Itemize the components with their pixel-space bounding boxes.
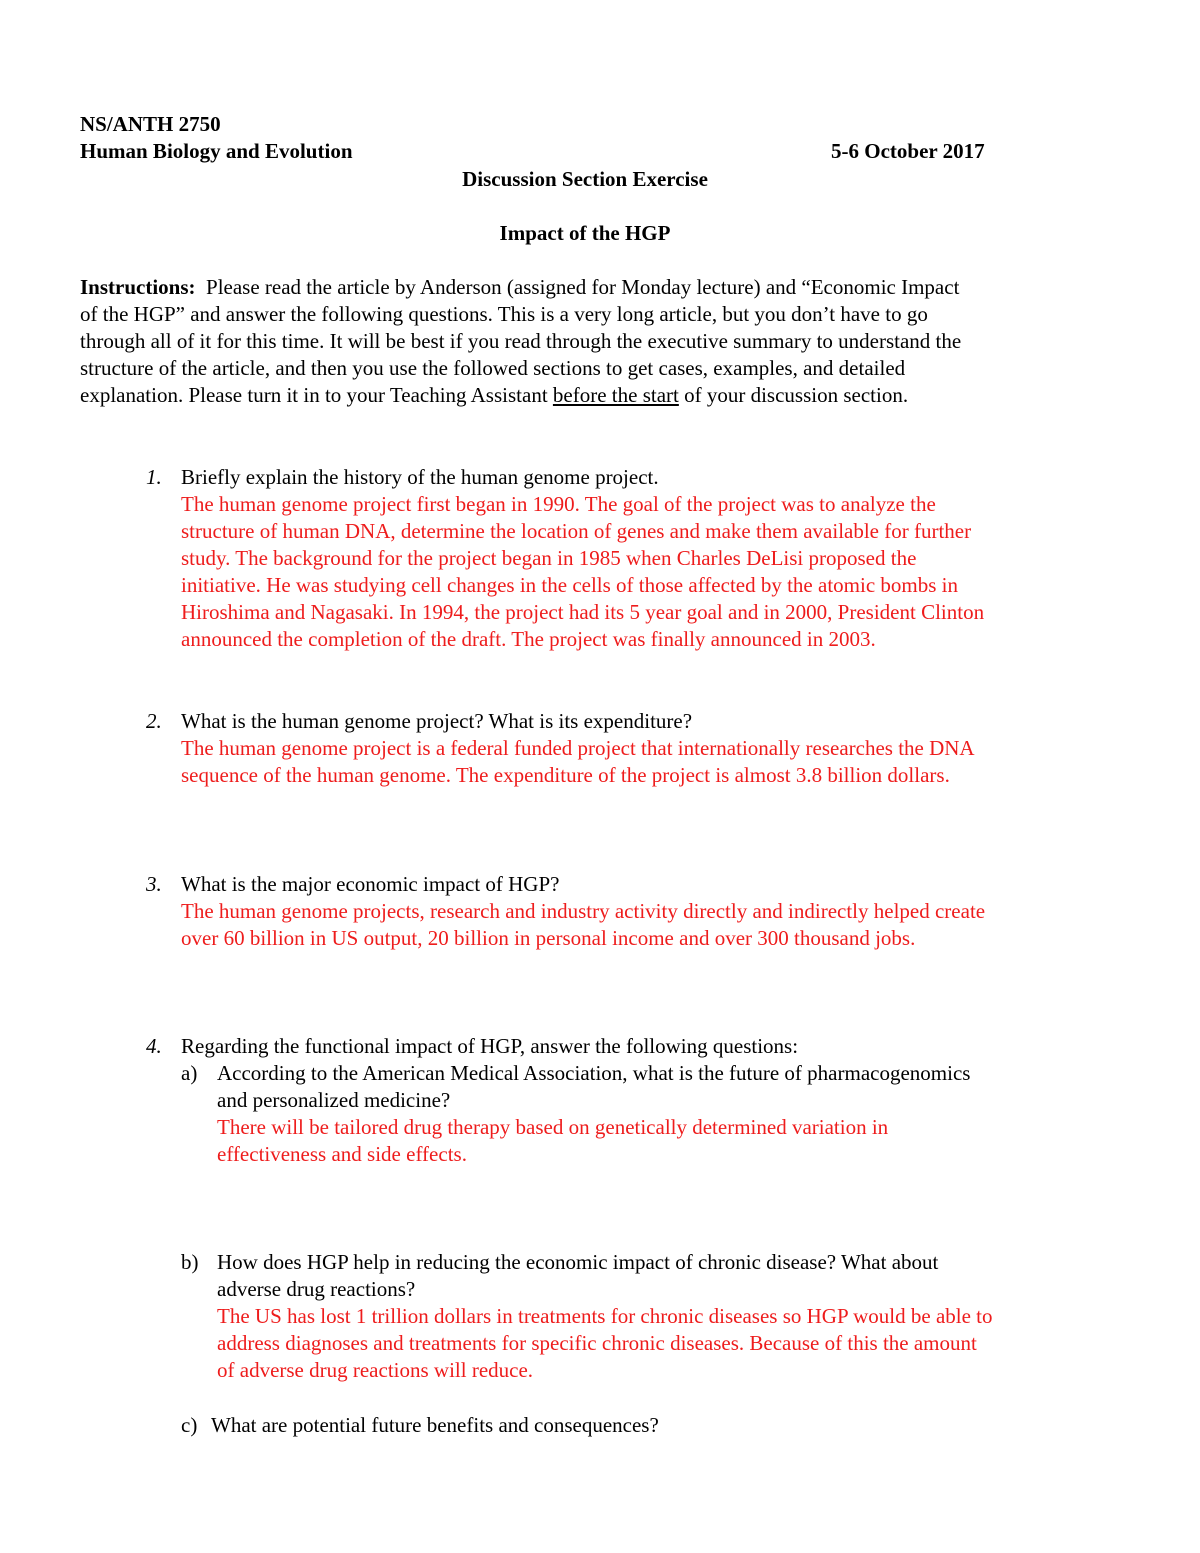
sub-question-text: According to the American Medical Association, what is the future of pharmacogenomics xyxy=(217,1061,971,1085)
answer-line: over 60 billion in US output, 20 billion in personal income and over 300 thousand jobs. xyxy=(181,926,916,950)
question-1 xyxy=(181,464,984,653)
question-number: 3. xyxy=(146,872,162,896)
sub-question-label: b) xyxy=(181,1250,199,1274)
question-number: 1. xyxy=(146,465,162,489)
underlined-deadline: before the start xyxy=(552,383,679,407)
question-number: 2. xyxy=(146,709,162,733)
instructions-line: through all of it for this time. It will be best if you read through the executive summary to understand the xyxy=(80,329,962,353)
sub-question-label: a) xyxy=(181,1061,198,1085)
answer-line: The human genome project is a federal funded project that internationally researches the DNA xyxy=(181,736,975,760)
instructions-line: explanation. Please turn it in to your Teaching Assistant before the start of your discussion section. xyxy=(80,383,909,407)
topic-title: Impact of the HGP xyxy=(499,221,671,245)
question-text: What is the human genome project? What is its expenditure? xyxy=(181,709,693,733)
sub-question-text: and personalized medicine? xyxy=(217,1088,451,1112)
answer-line: Hiroshima and Nagasaki. In 1994, the project had its 5 year goal and in 2000, President Clinton xyxy=(181,600,985,624)
question-text: Regarding the functional impact of HGP, answer the following questions: xyxy=(181,1034,799,1058)
exercise-title: Discussion Section Exercise xyxy=(462,167,708,191)
instructions-line: Instructions: Please read the article by Anderson (assigned for Monday lecture) and “Economic Impact xyxy=(80,275,960,299)
answer-line: study. The background for the project began in 1985 when Charles DeLisi proposed the xyxy=(181,546,917,570)
answer-line: The human genome project first began in 1990. The goal of the project was to analyze the xyxy=(181,492,936,516)
question-2 xyxy=(181,708,975,789)
answer-line: announced the completion of the draft. The project was finally announced in 2003. xyxy=(181,627,876,651)
sub-question-text: How does HGP help in reducing the economic impact of chronic disease? What about xyxy=(217,1250,939,1274)
sub-question-label: c) xyxy=(181,1413,198,1437)
answer-line: The US has lost 1 trillion dollars in treatments for chronic diseases so HGP would be able to xyxy=(217,1304,993,1328)
instructions-line: structure of the article, and then you use the followed sections to get cases, examples, and detailed xyxy=(80,356,906,380)
instructions-line: of the HGP” and answer the following questions. This is a very long article, but you don’t have to go xyxy=(80,302,928,326)
sub-question-a xyxy=(217,1060,970,1168)
course-title: Human Biology and Evolution xyxy=(80,139,353,163)
answer-line: of adverse drug reactions will reduce. xyxy=(217,1358,534,1382)
question-4 xyxy=(181,1033,798,1060)
course-number: NS/ANTH 2750 xyxy=(80,112,221,136)
sub-question-b xyxy=(217,1249,993,1384)
question-3 xyxy=(181,871,985,952)
sub-question-text: adverse drug reactions? xyxy=(217,1277,416,1301)
answer-line: There will be tailored drug therapy based on genetically determined variation in xyxy=(217,1115,889,1139)
answer-line: structure of human DNA, determine the location of genes and make them available for further xyxy=(181,519,972,543)
question-text: Briefly explain the history of the human genome project. xyxy=(181,465,659,489)
answer-line: sequence of the human genome. The expenditure of the project is almost 3.8 billion dollars. xyxy=(181,763,950,787)
instructions-paragraph xyxy=(80,274,961,409)
answer-line: The human genome projects, research and industry activity directly and indirectly helped create xyxy=(181,899,986,923)
exercise-date: 5-6 October 2017 xyxy=(831,139,985,163)
instructions-label: Instructions: xyxy=(80,275,196,299)
answer-line: initiative. He was studying cell changes in the cells of those affected by the atomic bombs in xyxy=(181,573,958,597)
sub-question-c xyxy=(211,1412,659,1439)
question-text: What is the major economic impact of HGP? xyxy=(181,872,560,896)
answer-line: effectiveness and side effects. xyxy=(217,1142,467,1166)
question-number: 4. xyxy=(146,1034,162,1058)
answer-line: address diagnoses and treatments for specific chronic diseases. Because of this the amount xyxy=(217,1331,977,1355)
sub-question-text: What are potential future benefits and consequences? xyxy=(211,1413,659,1437)
